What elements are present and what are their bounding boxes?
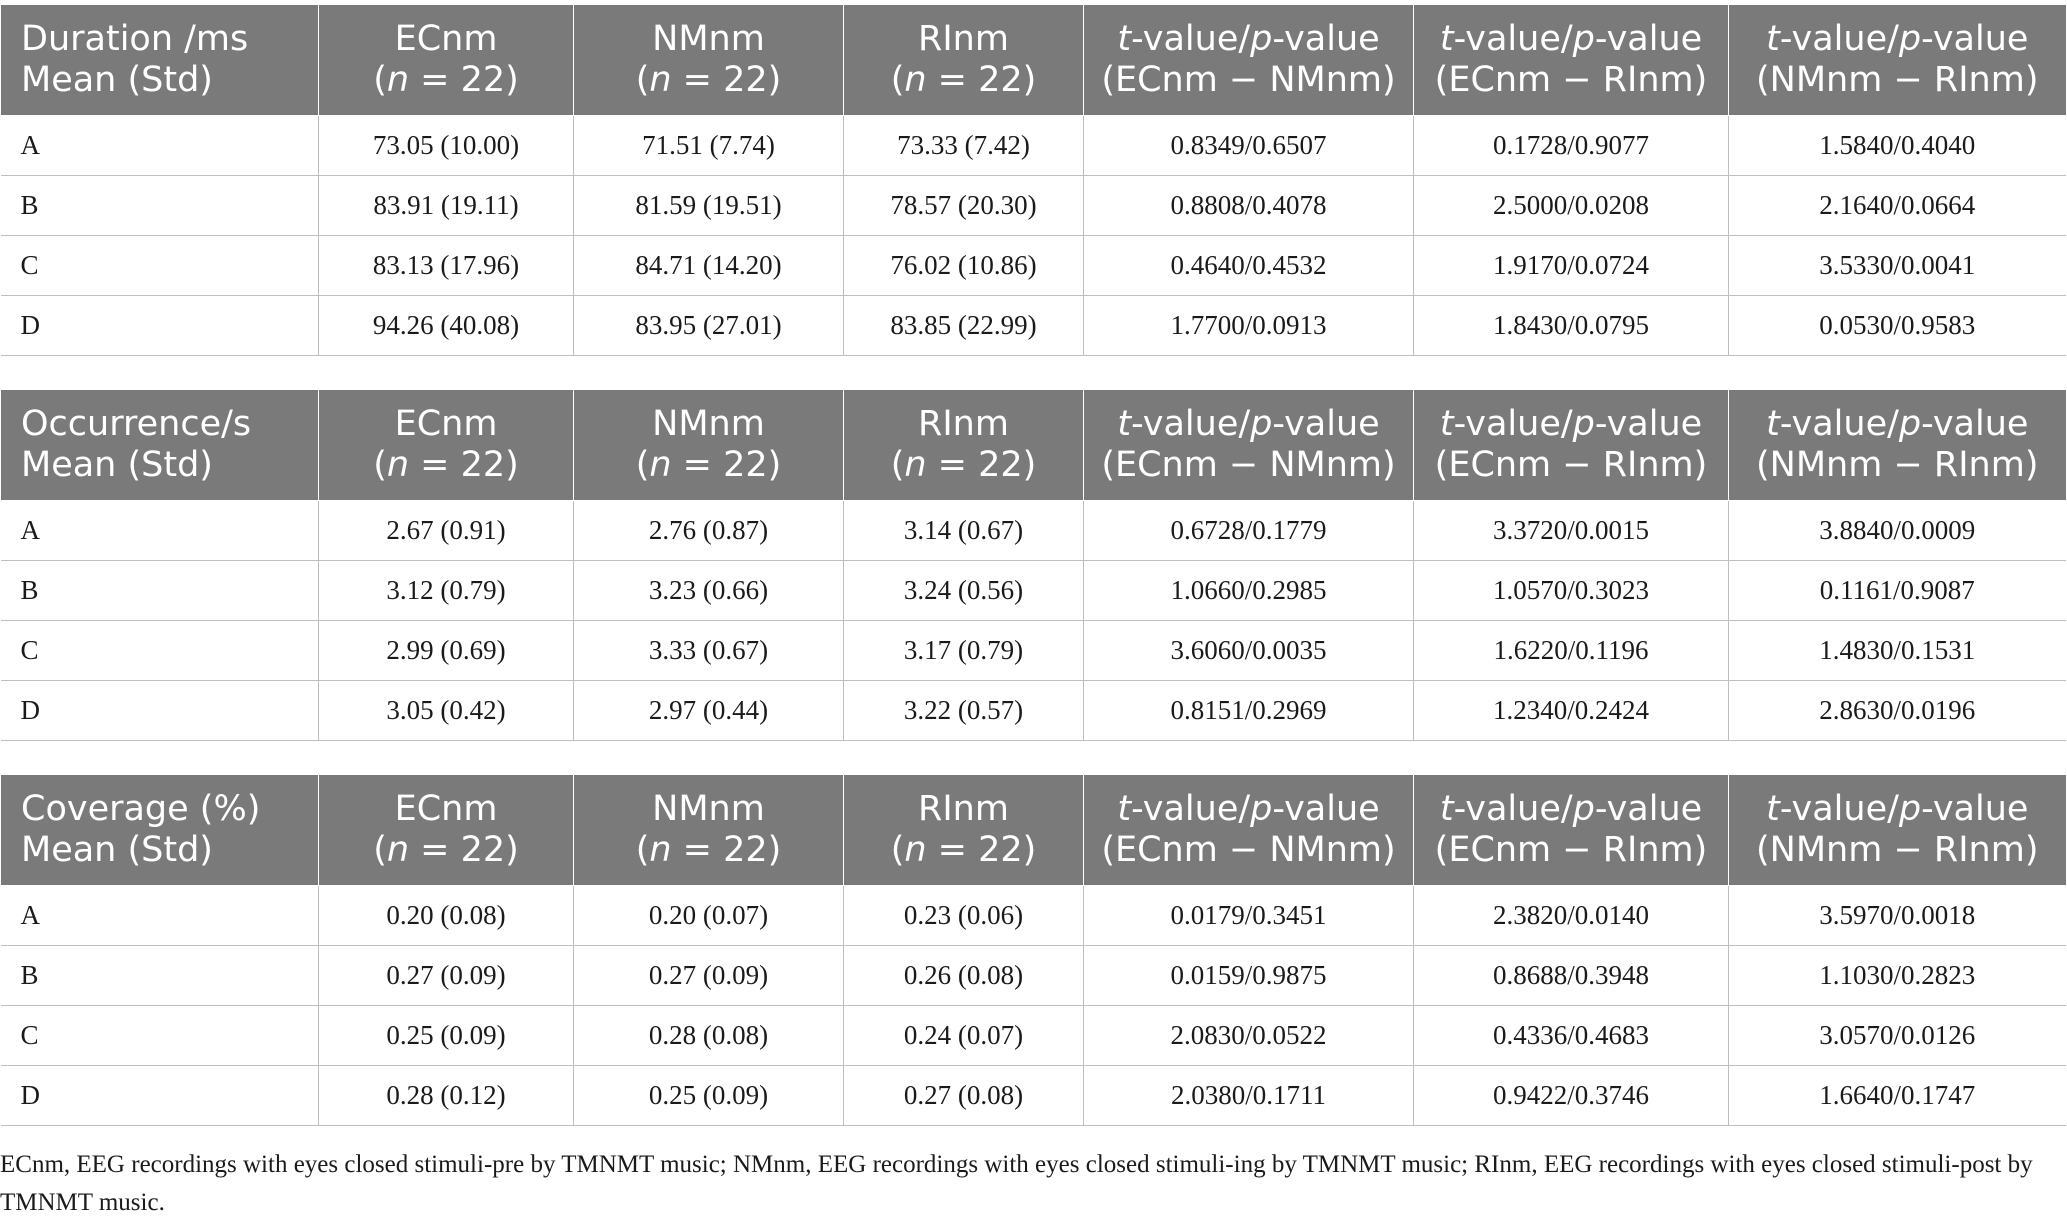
table-cell: 0.8808/0.4078 xyxy=(1084,176,1414,236)
row-label: C xyxy=(1,621,319,681)
table-row xyxy=(1,621,2066,681)
header-ecnm: ECnm (n = 22) xyxy=(319,775,574,886)
table-cell: 0.26 (0.08) xyxy=(844,946,1084,1006)
table-cell: 0.20 (0.08) xyxy=(319,886,574,946)
table-cell: 0.1161/0.9087 xyxy=(1729,561,2066,621)
table-row xyxy=(1,886,2066,946)
header-rinm: RInm (n = 22) xyxy=(844,390,1084,501)
table-cell: 0.27 (0.09) xyxy=(574,946,844,1006)
table-cell: 3.23 (0.66) xyxy=(574,561,844,621)
header-nmnm: NMnm (n = 22) xyxy=(574,5,844,116)
table-row xyxy=(1,296,2066,356)
table-cell: 76.02 (10.86) xyxy=(844,236,1084,296)
table-cell: 0.27 (0.09) xyxy=(319,946,574,1006)
table-cell: 0.0179/0.3451 xyxy=(1084,886,1414,946)
table-cell: 0.25 (0.09) xyxy=(574,1066,844,1126)
table-cell: 2.1640/0.0664 xyxy=(1729,176,2066,236)
table-cell: 0.1728/0.9077 xyxy=(1414,116,1729,176)
table-cell: 3.12 (0.79) xyxy=(319,561,574,621)
table-header-row xyxy=(1,390,2066,501)
table-cell: 1.7700/0.0913 xyxy=(1084,296,1414,356)
table-cell: 0.24 (0.07) xyxy=(844,1006,1084,1066)
table-header-row xyxy=(1,775,2066,886)
table-cell: 3.5330/0.0041 xyxy=(1729,236,2066,296)
table-cell: 0.20 (0.07) xyxy=(574,886,844,946)
table-cell: 0.4640/0.4532 xyxy=(1084,236,1414,296)
header-ecnm-vs-nmnm: t-value/p-value (ECnm − NMnm) xyxy=(1084,390,1414,501)
coverage-table xyxy=(0,775,2066,1126)
table-cell: 0.0159/0.9875 xyxy=(1084,946,1414,1006)
table-cell: 1.8430/0.0795 xyxy=(1414,296,1729,356)
table-cell: 3.5970/0.0018 xyxy=(1729,886,2066,946)
table-cell: 3.6060/0.0035 xyxy=(1084,621,1414,681)
table-row xyxy=(1,1066,2066,1126)
header-nmnm-vs-rinm: t-value/p-value (NMnm − RInm) xyxy=(1729,5,2066,116)
table-cell: 2.76 (0.87) xyxy=(574,501,844,561)
table-cell: 1.1030/0.2823 xyxy=(1729,946,2066,1006)
header-ecnm-vs-rinm: t-value/p-value (ECnm − RInm) xyxy=(1414,775,1729,886)
duration-table xyxy=(0,5,2066,356)
table-cell: 0.23 (0.06) xyxy=(844,886,1084,946)
header-nmnm-vs-rinm: t-value/p-value (NMnm − RInm) xyxy=(1729,390,2066,501)
table-cell: 0.9422/0.3746 xyxy=(1414,1066,1729,1126)
table-cell: 3.17 (0.79) xyxy=(844,621,1084,681)
table-cell: 1.2340/0.2424 xyxy=(1414,681,1729,741)
table-cell: 3.14 (0.67) xyxy=(844,501,1084,561)
table-row xyxy=(1,1006,2066,1066)
row-label: D xyxy=(1,1066,319,1126)
table-cell: 2.99 (0.69) xyxy=(319,621,574,681)
header-ecnm-vs-nmnm: t-value/p-value (ECnm − NMnm) xyxy=(1084,775,1414,886)
table-cell: 3.24 (0.56) xyxy=(844,561,1084,621)
header-ecnm: ECnm (n = 22) xyxy=(319,5,574,116)
table-cell: 2.67 (0.91) xyxy=(319,501,574,561)
header-ecnm-vs-nmnm: t-value/p-value (ECnm − NMnm) xyxy=(1084,5,1414,116)
table-row xyxy=(1,561,2066,621)
table-cell: 3.22 (0.57) xyxy=(844,681,1084,741)
table-cell: 73.05 (10.00) xyxy=(319,116,574,176)
table-cell: 3.05 (0.42) xyxy=(319,681,574,741)
table-cell: 2.0380/0.1711 xyxy=(1084,1066,1414,1126)
table-cell: 83.85 (22.99) xyxy=(844,296,1084,356)
table-cell: 71.51 (7.74) xyxy=(574,116,844,176)
header-metric: Duration /ms Mean (Std) xyxy=(1,5,319,116)
table-row xyxy=(1,116,2066,176)
table-cell: 1.6640/0.1747 xyxy=(1729,1066,2066,1126)
occurrence-table xyxy=(0,390,2066,741)
table-row xyxy=(1,236,2066,296)
row-label: B xyxy=(1,561,319,621)
table-cell: 3.0570/0.0126 xyxy=(1729,1006,2066,1066)
table-cell: 0.0530/0.9583 xyxy=(1729,296,2066,356)
table-cell: 0.8349/0.6507 xyxy=(1084,116,1414,176)
table-cell: 1.6220/0.1196 xyxy=(1414,621,1729,681)
table-row xyxy=(1,681,2066,741)
header-rinm: RInm (n = 22) xyxy=(844,5,1084,116)
table-cell: 81.59 (19.51) xyxy=(574,176,844,236)
row-label: A xyxy=(1,501,319,561)
table-cell: 78.57 (20.30) xyxy=(844,176,1084,236)
table-cell: 83.95 (27.01) xyxy=(574,296,844,356)
table-cell: 0.28 (0.08) xyxy=(574,1006,844,1066)
table-cell: 1.9170/0.0724 xyxy=(1414,236,1729,296)
row-label: B xyxy=(1,176,319,236)
table-cell: 2.5000/0.0208 xyxy=(1414,176,1729,236)
header-rinm: RInm (n = 22) xyxy=(844,775,1084,886)
table-cell: 0.8688/0.3948 xyxy=(1414,946,1729,1006)
header-nmnm: NMnm (n = 22) xyxy=(574,390,844,501)
row-label: A xyxy=(1,116,319,176)
table-cell: 0.8151/0.2969 xyxy=(1084,681,1414,741)
table-cell: 83.13 (17.96) xyxy=(319,236,574,296)
table-cell: 2.97 (0.44) xyxy=(574,681,844,741)
row-label: C xyxy=(1,1006,319,1066)
table-row xyxy=(1,176,2066,236)
table-header-row xyxy=(1,5,2066,116)
row-label: D xyxy=(1,296,319,356)
table-cell: 1.5840/0.4040 xyxy=(1729,116,2066,176)
table-cell: 2.0830/0.0522 xyxy=(1084,1006,1414,1066)
table-cell: 3.8840/0.0009 xyxy=(1729,501,2066,561)
table-cell: 0.25 (0.09) xyxy=(319,1006,574,1066)
table-cell: 3.33 (0.67) xyxy=(574,621,844,681)
row-label: A xyxy=(1,886,319,946)
table-cell: 2.3820/0.0140 xyxy=(1414,886,1729,946)
header-metric: Coverage (%) Mean (Std) xyxy=(1,775,319,886)
header-nmnm-vs-rinm: t-value/p-value (NMnm − RInm) xyxy=(1729,775,2066,886)
table-cell: 94.26 (40.08) xyxy=(319,296,574,356)
table-cell: 73.33 (7.42) xyxy=(844,116,1084,176)
table-cell: 1.0660/0.2985 xyxy=(1084,561,1414,621)
table-cell: 0.6728/0.1779 xyxy=(1084,501,1414,561)
table-cell: 0.4336/0.4683 xyxy=(1414,1006,1729,1066)
table-cell: 1.0570/0.3023 xyxy=(1414,561,1729,621)
table-row xyxy=(1,946,2066,1006)
row-label: C xyxy=(1,236,319,296)
table-cell: 3.3720/0.0015 xyxy=(1414,501,1729,561)
row-label: B xyxy=(1,946,319,1006)
header-ecnm-vs-rinm: t-value/p-value (ECnm − RInm) xyxy=(1414,390,1729,501)
header-metric: Occurrence/s Mean (Std) xyxy=(1,390,319,501)
table-cell: 83.91 (19.11) xyxy=(319,176,574,236)
header-ecnm: ECnm (n = 22) xyxy=(319,390,574,501)
table-cell: 0.28 (0.12) xyxy=(319,1066,574,1126)
header-ecnm-vs-rinm: t-value/p-value (ECnm − RInm) xyxy=(1414,5,1729,116)
table-cell: 2.8630/0.0196 xyxy=(1729,681,2066,741)
table-cell: 84.71 (14.20) xyxy=(574,236,844,296)
table-cell: 0.27 (0.08) xyxy=(844,1066,1084,1126)
table-footnote: ECnm, EEG recordings with eyes closed stimuli-pre by TMNMT music; NMnm, EEG recordings with eyes closed stimuli-ing by TMNMT music; RInm, EEG recordings with eyes closed stimuli-post by TMNMT music. xyxy=(0,1151,2033,1216)
table-row xyxy=(1,501,2066,561)
row-label: D xyxy=(1,681,319,741)
table-cell: 1.4830/0.1531 xyxy=(1729,621,2066,681)
header-nmnm: NMnm (n = 22) xyxy=(574,775,844,886)
